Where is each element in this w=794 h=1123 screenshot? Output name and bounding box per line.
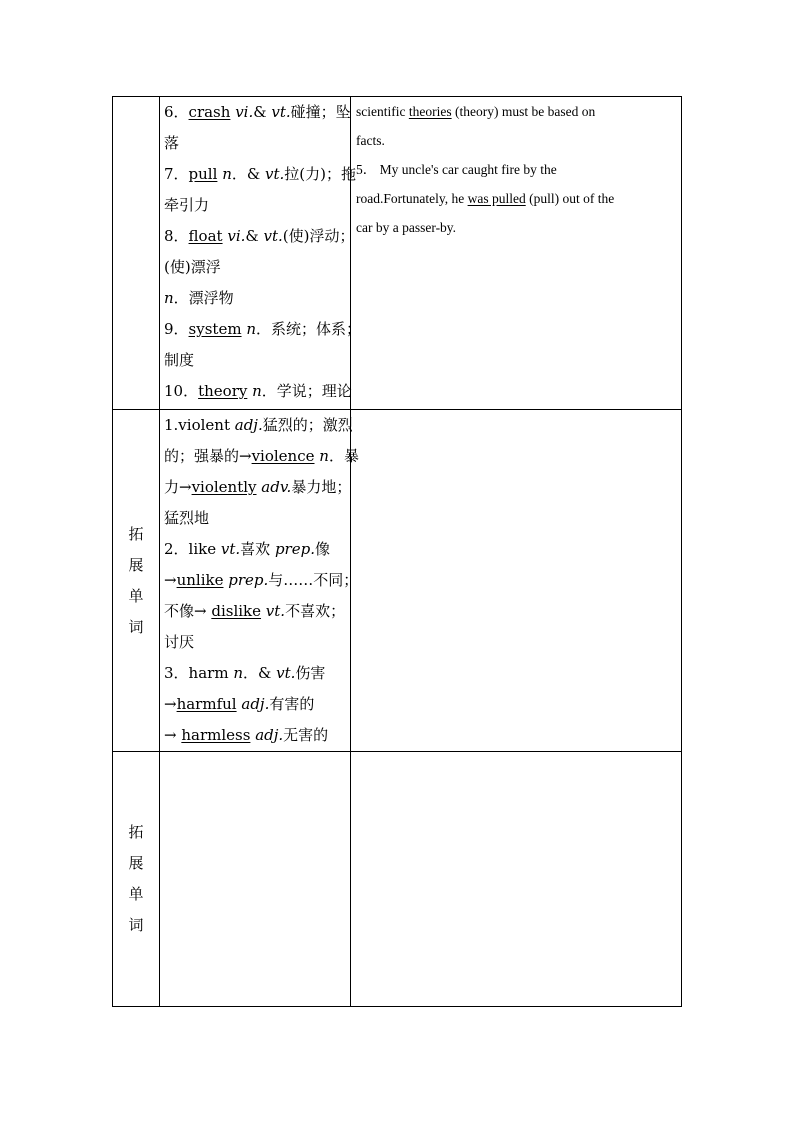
text-segment: 猛烈的；激烈 bbox=[262, 416, 353, 434]
text-segment: 讨厌 bbox=[164, 633, 195, 651]
text-segment: 像 bbox=[314, 540, 330, 558]
text-segment: 力→ bbox=[164, 478, 192, 496]
answer-blank: theories bbox=[408, 104, 452, 119]
category-char: 拓 bbox=[128, 524, 144, 543]
text-line bbox=[351, 213, 681, 242]
table-row bbox=[113, 752, 682, 1007]
text-segment: adj. bbox=[241, 695, 270, 713]
text-segment: road.Fortunately, he bbox=[356, 191, 468, 206]
text-segment: prep. bbox=[274, 540, 315, 558]
text-line bbox=[160, 658, 350, 689]
category-cell bbox=[113, 410, 160, 752]
text-segment: n bbox=[233, 664, 243, 682]
text-line bbox=[160, 252, 350, 283]
text-segment: prep. bbox=[228, 571, 269, 589]
text-segment: ．系统；体系； bbox=[256, 320, 362, 338]
answer-blank: crash bbox=[188, 103, 231, 121]
text-segment: & bbox=[253, 103, 272, 121]
text-segment: n bbox=[164, 289, 174, 307]
text-segment: 伤害 bbox=[295, 664, 326, 682]
word-list-cell bbox=[160, 97, 362, 410]
text-segment: vt. bbox=[264, 165, 285, 183]
text-segment: n bbox=[246, 320, 256, 338]
text-segment: 3．harm bbox=[164, 664, 234, 682]
text-segment: n bbox=[319, 447, 329, 465]
text-segment: 1.violent bbox=[164, 416, 235, 434]
text-line bbox=[351, 155, 681, 184]
text-line bbox=[160, 503, 350, 534]
category-char: 词 bbox=[128, 916, 144, 934]
text-line bbox=[160, 410, 353, 441]
answer-blank: unlike bbox=[176, 571, 224, 589]
text-line bbox=[160, 376, 350, 407]
text-line bbox=[160, 689, 350, 720]
exercise-cell bbox=[351, 752, 682, 1007]
category-cell bbox=[113, 752, 160, 1007]
table-row bbox=[113, 97, 682, 410]
text-segment: 10． bbox=[164, 382, 199, 400]
text-line bbox=[351, 184, 681, 213]
text-segment: → bbox=[164, 571, 177, 589]
text-segment: n bbox=[252, 382, 262, 400]
text-segment: ．学说；理论 bbox=[261, 382, 352, 400]
text-segment: → bbox=[164, 726, 182, 744]
answer-blank: theory bbox=[198, 382, 248, 400]
text-line bbox=[160, 159, 356, 190]
answer-blank: harmful bbox=[176, 695, 237, 713]
text-segment: vt. bbox=[220, 540, 241, 558]
category-char: 词 bbox=[128, 617, 144, 636]
answer-blank: violently bbox=[191, 478, 257, 496]
text-segment: scientific bbox=[356, 104, 409, 119]
vocabulary-table bbox=[112, 96, 682, 1007]
text-segment: 7． bbox=[164, 165, 189, 183]
text-line bbox=[160, 283, 350, 314]
text-segment: (使)漂浮 bbox=[164, 258, 221, 276]
text-line bbox=[160, 345, 350, 376]
text-segment: vi. bbox=[227, 227, 246, 245]
text-segment: ．& bbox=[231, 165, 265, 183]
category-char: 单 bbox=[128, 885, 144, 903]
text-segment: adv. bbox=[261, 478, 292, 496]
table-row bbox=[113, 410, 682, 752]
text-line bbox=[160, 534, 350, 565]
text-segment: vt. bbox=[265, 602, 286, 620]
category-cell bbox=[113, 97, 160, 410]
text-line bbox=[160, 221, 355, 252]
category-char: 展 bbox=[128, 854, 144, 872]
exercise-cell bbox=[351, 97, 682, 410]
text-segment: 8． bbox=[164, 227, 189, 245]
text-segment: 5． My uncle's car caught fire by the bbox=[356, 162, 557, 177]
text-segment: 有害的 bbox=[269, 695, 315, 713]
text-segment: car by a passer-by. bbox=[356, 220, 457, 235]
text-segment: vi. bbox=[235, 103, 254, 121]
text-segment: & bbox=[245, 227, 264, 245]
answer-blank: float bbox=[188, 227, 223, 245]
text-segment: 制度 bbox=[164, 351, 195, 369]
text-segment: 喜欢 bbox=[240, 540, 275, 558]
text-line bbox=[160, 565, 359, 596]
text-segment: adj. bbox=[234, 416, 263, 434]
text-segment: ．漂浮物 bbox=[173, 289, 234, 307]
text-segment: 9． bbox=[164, 320, 189, 338]
text-segment: 与……不同； bbox=[268, 571, 359, 589]
text-segment: 不喜欢； bbox=[285, 602, 346, 620]
category-char: 单 bbox=[128, 586, 144, 605]
text-segment: 牵引力 bbox=[164, 196, 210, 214]
text-segment: (theory) must be based on bbox=[451, 104, 596, 119]
text-line bbox=[160, 190, 350, 221]
text-segment: 落 bbox=[164, 134, 180, 152]
answer-blank: system bbox=[188, 320, 242, 338]
text-line bbox=[160, 441, 359, 472]
word-list-cell bbox=[160, 752, 351, 1007]
word-list-cell bbox=[160, 410, 359, 752]
word-list bbox=[160, 410, 359, 751]
text-segment: 猛烈地 bbox=[164, 509, 210, 527]
exercise-list bbox=[351, 97, 681, 242]
text-segment: → bbox=[164, 695, 177, 713]
text-line bbox=[160, 314, 362, 345]
text-segment: 碰撞；坠 bbox=[290, 103, 351, 121]
text-segment: facts. bbox=[356, 133, 385, 148]
text-segment: vt. bbox=[271, 103, 291, 121]
text-segment: 2．like bbox=[164, 540, 221, 558]
text-line bbox=[160, 720, 350, 751]
answer-blank: harmless bbox=[181, 726, 251, 744]
text-segment: vt. bbox=[263, 227, 283, 245]
answer-blank: violence bbox=[251, 447, 315, 465]
text-segment: ．& bbox=[242, 664, 277, 682]
category-label bbox=[113, 817, 159, 941]
text-line bbox=[160, 627, 350, 658]
text-line bbox=[351, 126, 681, 155]
category-label bbox=[113, 519, 159, 643]
text-line bbox=[160, 596, 350, 627]
answer-blank: pull bbox=[188, 165, 218, 183]
text-line bbox=[160, 472, 350, 503]
exercise-cell bbox=[351, 410, 682, 752]
word-list bbox=[160, 97, 362, 407]
text-segment: 的；强暴的→ bbox=[164, 447, 252, 465]
text-segment: adj. bbox=[255, 726, 284, 744]
text-line bbox=[351, 97, 681, 126]
answer-blank: dislike bbox=[211, 602, 262, 620]
answer-blank: was pulled bbox=[467, 191, 526, 206]
text-segment: 6． bbox=[164, 103, 189, 121]
category-char: 拓 bbox=[128, 823, 144, 841]
text-segment: n bbox=[222, 165, 232, 183]
text-segment: 不像→ bbox=[164, 602, 212, 620]
text-line bbox=[160, 97, 350, 128]
text-segment: 无害的 bbox=[283, 726, 329, 744]
text-segment: (pull) out of the bbox=[525, 191, 615, 206]
text-line bbox=[160, 128, 350, 159]
category-char: 展 bbox=[128, 555, 144, 574]
text-segment: ．暴 bbox=[328, 447, 359, 465]
text-segment: (使)浮动； bbox=[282, 227, 355, 245]
text-segment: vt. bbox=[276, 664, 296, 682]
text-segment: 拉(力)；拖 bbox=[284, 165, 356, 183]
text-segment: 暴力地； bbox=[291, 478, 352, 496]
